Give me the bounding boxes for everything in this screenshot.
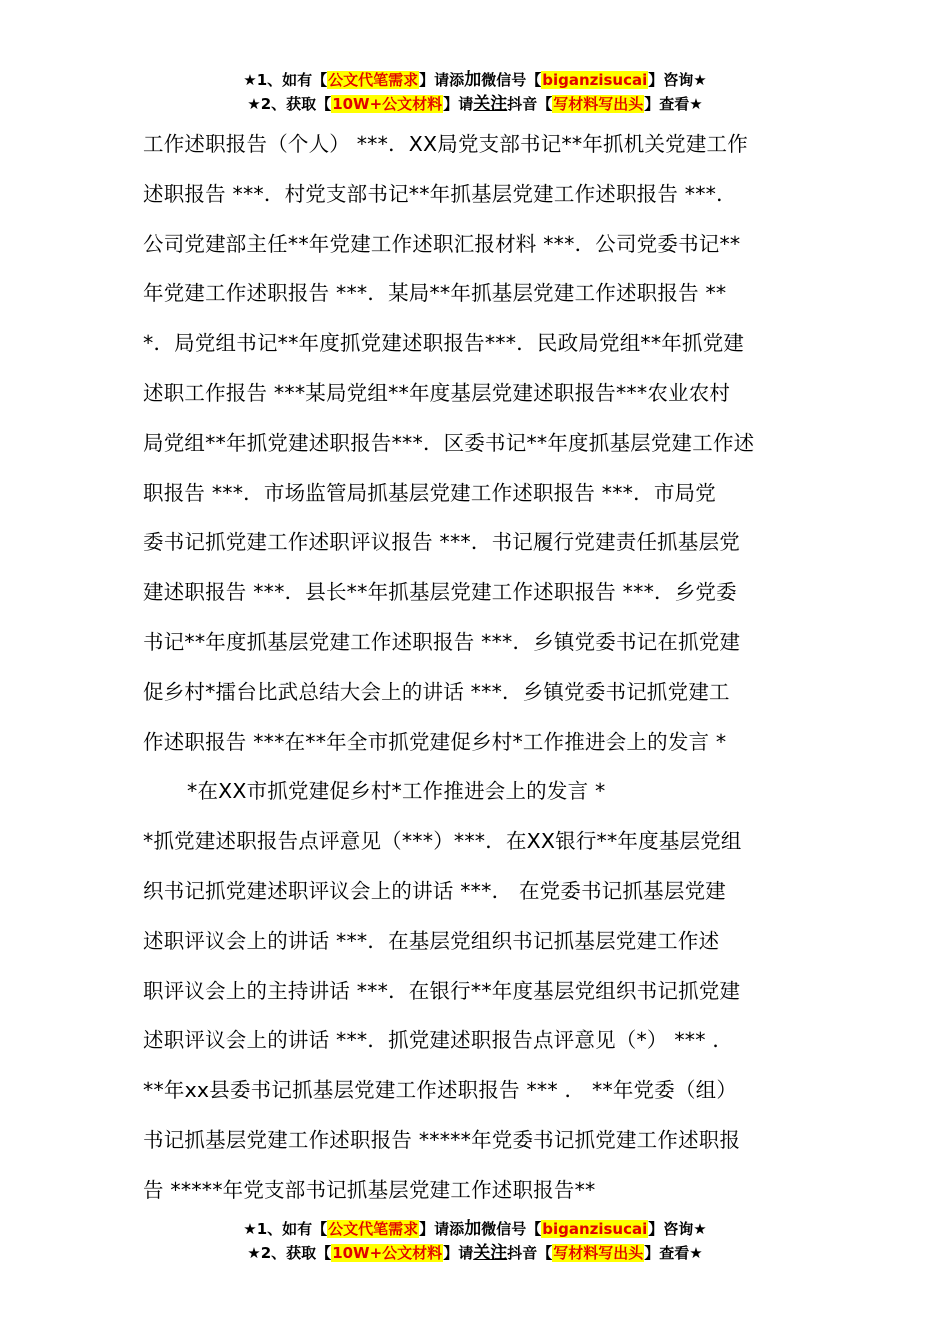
promo-emphasis: 关注 xyxy=(473,94,508,114)
promo-highlight: 10W+公文材料 xyxy=(332,1244,443,1262)
promo-text: 】请添 xyxy=(419,71,465,89)
promo-line-1 xyxy=(0,68,950,92)
body-line: 工作述职报告（个人） ***．XX局党支部书记**年抓机关党建工作 xyxy=(143,132,748,156)
promo-highlight: 10W+公文材料 xyxy=(332,95,443,113)
document-body xyxy=(143,120,809,1216)
body-line: 书记**年度抓基层党建工作述职报告 ***．乡镇党委书记在抓党建 xyxy=(143,629,741,654)
promo-text: 】请 xyxy=(443,95,474,113)
promo-text: ★1、如有【 xyxy=(243,1220,328,1238)
promo-header-top xyxy=(0,68,950,116)
promo-text: 微信号【 xyxy=(481,71,542,89)
body-line: 述职评议会上的讲话 ***．抓党建述职报告点评意见（*） *** ． xyxy=(143,1028,734,1053)
promo-line-2 xyxy=(0,1241,950,1265)
promo-text: 微信号【 xyxy=(481,1220,542,1238)
promo-wechat-id: biganzisucai xyxy=(542,71,648,89)
promo-line-2 xyxy=(0,92,950,116)
promo-text: 】咨询★ xyxy=(648,1220,707,1238)
body-line: 织书记抓党建述职评议会上的讲话 ***． 在党委书记抓基层党建 xyxy=(143,878,726,903)
body-line: 述职评议会上的讲话 ***．在基层党组织书记抓基层党建工作述 xyxy=(143,928,720,953)
promo-text: 】咨询★ xyxy=(648,71,707,89)
body-line: 告 *****年党支部书记抓基层党建工作述职报告** xyxy=(143,1177,596,1202)
body-line: *在XX市抓党建促乡村*工作推进会上的发言 * xyxy=(187,779,606,804)
promo-text: 】查看★ xyxy=(644,95,703,113)
promo-line-1 xyxy=(0,1217,950,1241)
body-line: 述职工作报告 ***某局党组**年度基层党建述职报告***农业农村 xyxy=(143,380,731,405)
promo-highlight: 公文代笔需求 xyxy=(328,1220,419,1238)
body-line: 促乡村*擂台比武总结大会上的讲话 ***．乡镇党委书记抓党建工 xyxy=(143,679,730,704)
body-line: 建述职报告 ***．县长**年抓基层党建工作述职报告 ***．乡党委 xyxy=(143,580,737,605)
body-line: 年党建工作述职报告 ***．某局**年抓基层党建工作述职报告 ** xyxy=(143,281,727,306)
body-line: **年xx县委书记抓基层党建工作述职报告 *** ． **年党委（组） xyxy=(143,1078,738,1103)
promo-highlight: 公文代笔需求 xyxy=(328,71,419,89)
promo-emphasis: 关注 xyxy=(473,1243,508,1263)
promo-wechat-id: biganzisucai xyxy=(542,1220,648,1238)
body-line: 职评议会上的主持讲话 ***．在银行**年度基层党组织书记抓党建 xyxy=(143,978,741,1003)
body-line: 述职报告 ***．村党支部书记**年抓基层党建工作述职报告 ***． xyxy=(143,181,737,206)
promo-text: ★2、获取【 xyxy=(247,95,332,113)
promo-footer-bottom xyxy=(0,1217,950,1265)
body-line: 公司党建部主任**年党建工作述职汇报材料 ***．公司党委书记** xyxy=(143,231,741,256)
body-line: 委书记抓党建工作述职评议报告 ***．书记履行党建责任抓基层党 xyxy=(143,530,740,555)
body-line: 职报告 ***．市场监管局抓基层党建工作述职报告 ***．市局党 xyxy=(143,480,716,505)
promo-text: 抖音【 xyxy=(507,95,553,113)
promo-text: ★1、如有【 xyxy=(243,71,328,89)
promo-text: 】查看★ xyxy=(644,1244,703,1262)
promo-emphasis: 加 xyxy=(464,70,482,90)
body-line: 作述职报告 ***在**年全市抓党建促乡村*工作推进会上的发言 * xyxy=(143,729,727,754)
promo-douyin-id: 写材料写出头 xyxy=(553,95,644,113)
promo-text: 】请添 xyxy=(419,1220,465,1238)
body-line: *．局党组书记**年度抓党建述职报告***．民政局党组**年抓党建 xyxy=(143,331,745,356)
body-line: *抓党建述职报告点评意见（***）***．在XX银行**年度基层党组 xyxy=(143,829,742,854)
promo-text: ★2、获取【 xyxy=(247,1244,332,1262)
body-line: 书记抓基层党建工作述职报告 *****年党委书记抓党建工作述职报 xyxy=(143,1127,741,1152)
promo-text: 】请 xyxy=(443,1244,474,1262)
promo-emphasis: 加 xyxy=(464,1219,482,1239)
body-line: 局党组**年抓党建述职报告***．区委书记**年度抓基层党建工作述 xyxy=(143,430,755,455)
promo-douyin-id: 写材料写出头 xyxy=(553,1244,644,1262)
promo-text: 抖音【 xyxy=(507,1244,553,1262)
